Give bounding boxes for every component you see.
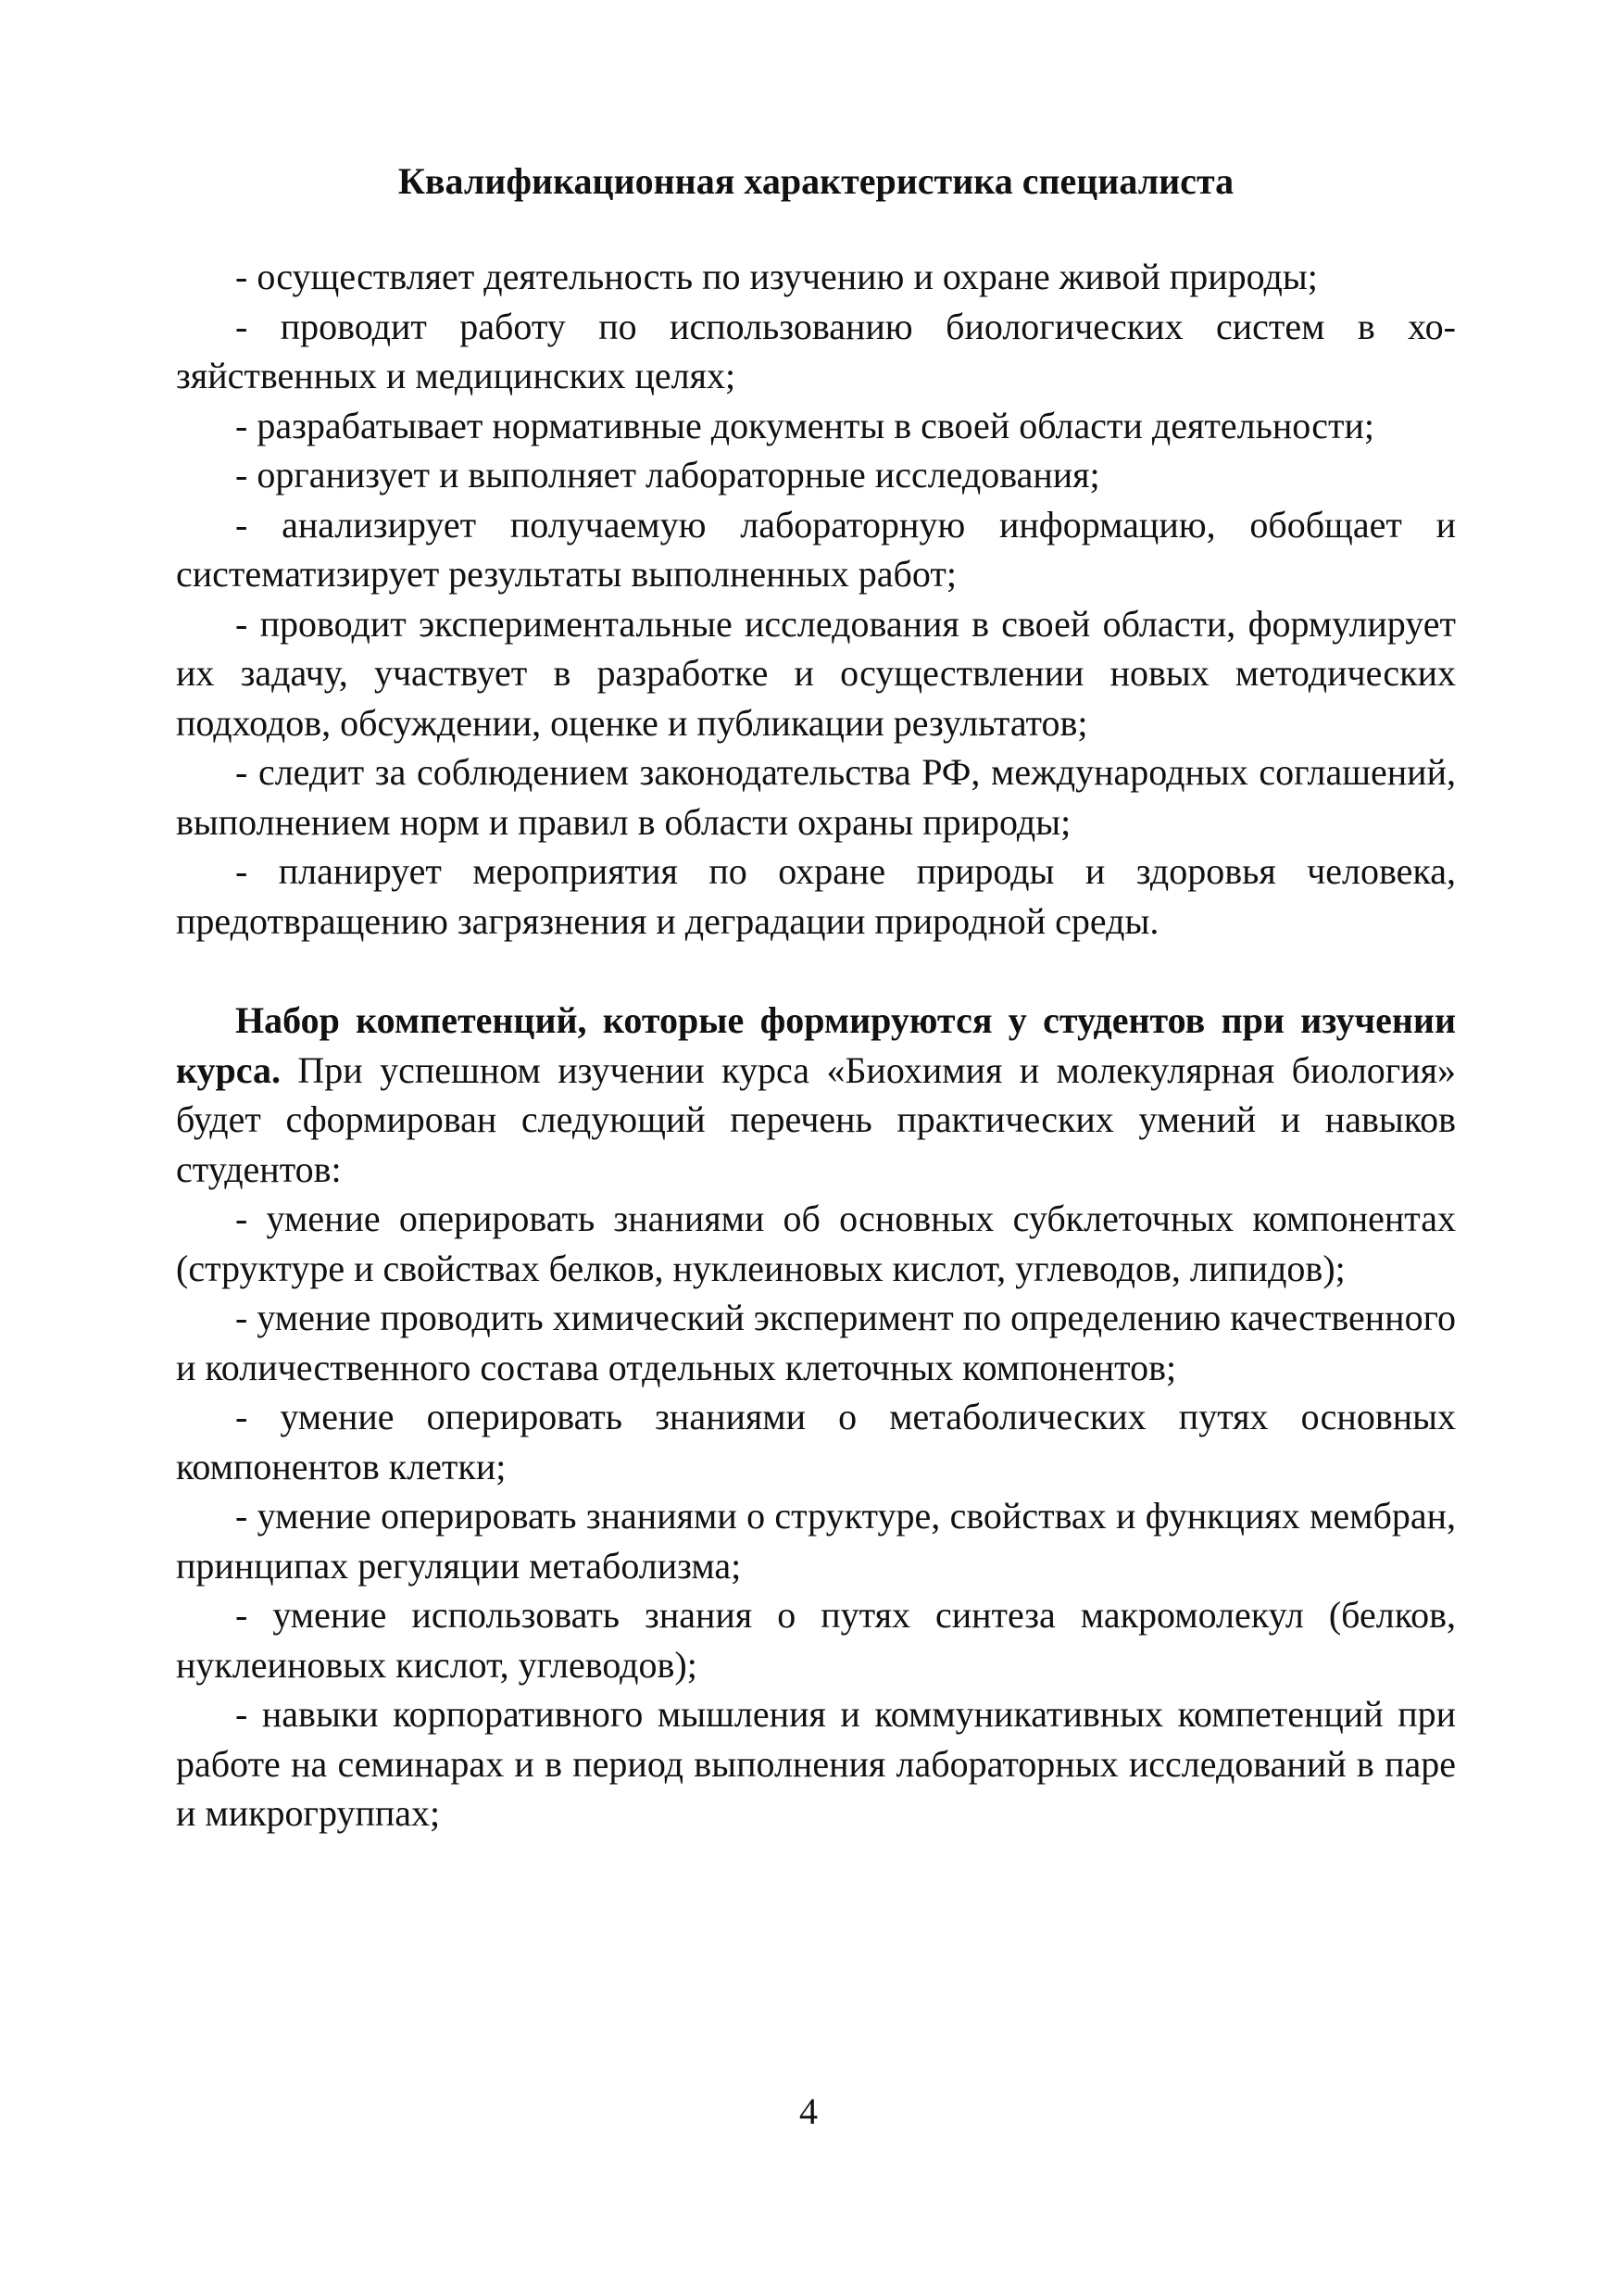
- qualification-item-3: - разрабатывает нормативные документы в своей области деятельности;: [235, 404, 1374, 446]
- competency-item-4: - умение оперировать знаниями о структуре, свойствах и функциях мембран, принципах регуляции метаболизма;: [176, 1495, 1456, 1587]
- qualification-item-4: - организует и выполняет лабораторные исследования;: [235, 454, 1100, 496]
- qualification-item-8: - планирует мероприятия по охране природы и здоровья человека, предотвращению загрязнения и деградации природной среды.: [176, 850, 1456, 942]
- section-title-qualification: Квалификационная характеристика специалиста: [397, 160, 1235, 202]
- competency-item-3: - умение оперировать знаниями о метаболических путях основных компонентов клетки;: [176, 1396, 1456, 1487]
- document-page: [176, 157, 1456, 1838]
- qualification-item-6: - проводит экспериментальные исследования в своей области, формулирует их задачу, участвует в разработке и осуществлении новых методических подходов, обсуждении, оценке и публикации результатов;: [176, 602, 1456, 744]
- qualification-item-1: - осуществляет деятельность по изучению и охране живой природы;: [235, 256, 1318, 297]
- competency-item-1: - умение оперировать знаниями об основных субклеточных компонентах (структуре и свойствах белков, нуклеиновых кислот, углеводов, липидов);: [176, 1198, 1456, 1289]
- section-spacer: [176, 946, 1456, 996]
- qualification-item-5: - анализирует получаемую лабораторную информацию, обобщает и систематизирует результаты выполненных работ;: [176, 503, 1456, 595]
- qualification-item-7: - следит за соблюдением законодательства РФ, международных соглашений, выполнением норм и правил в области охраны природы;: [176, 751, 1456, 843]
- competency-item-2: - умение проводить химический эксперимент по определению качественного и количественного состава отдельных клеточных компонентов;: [176, 1297, 1456, 1388]
- competencies-intro: [176, 996, 1456, 1194]
- competency-item-5: - умение использовать знания о путях синтеза макромолекул (белков, нуклеиновых кислот, углеводов);: [176, 1594, 1456, 1686]
- competencies-heading: Набор компетенций, которые формируются у студентов при изучении курса.: [176, 999, 1456, 1091]
- qualification-item-2: - проводит работу по использованию биологических систем в хозяйственных и медицинских целях;: [176, 305, 1456, 396]
- competencies-intro-text: При успешном изучении курса «Биохимия и молекулярная биология» будет сформирован следующий перечень практических умений и навыков студентов:: [176, 1048, 1456, 1190]
- competency-item-6: - навыки корпоративного мышления и коммуникативных компетенций при работе на семинарах и в период выполнения лабораторных исследований в паре и микрогруппах;: [176, 1693, 1456, 1834]
- page-number: 4: [799, 2090, 818, 2132]
